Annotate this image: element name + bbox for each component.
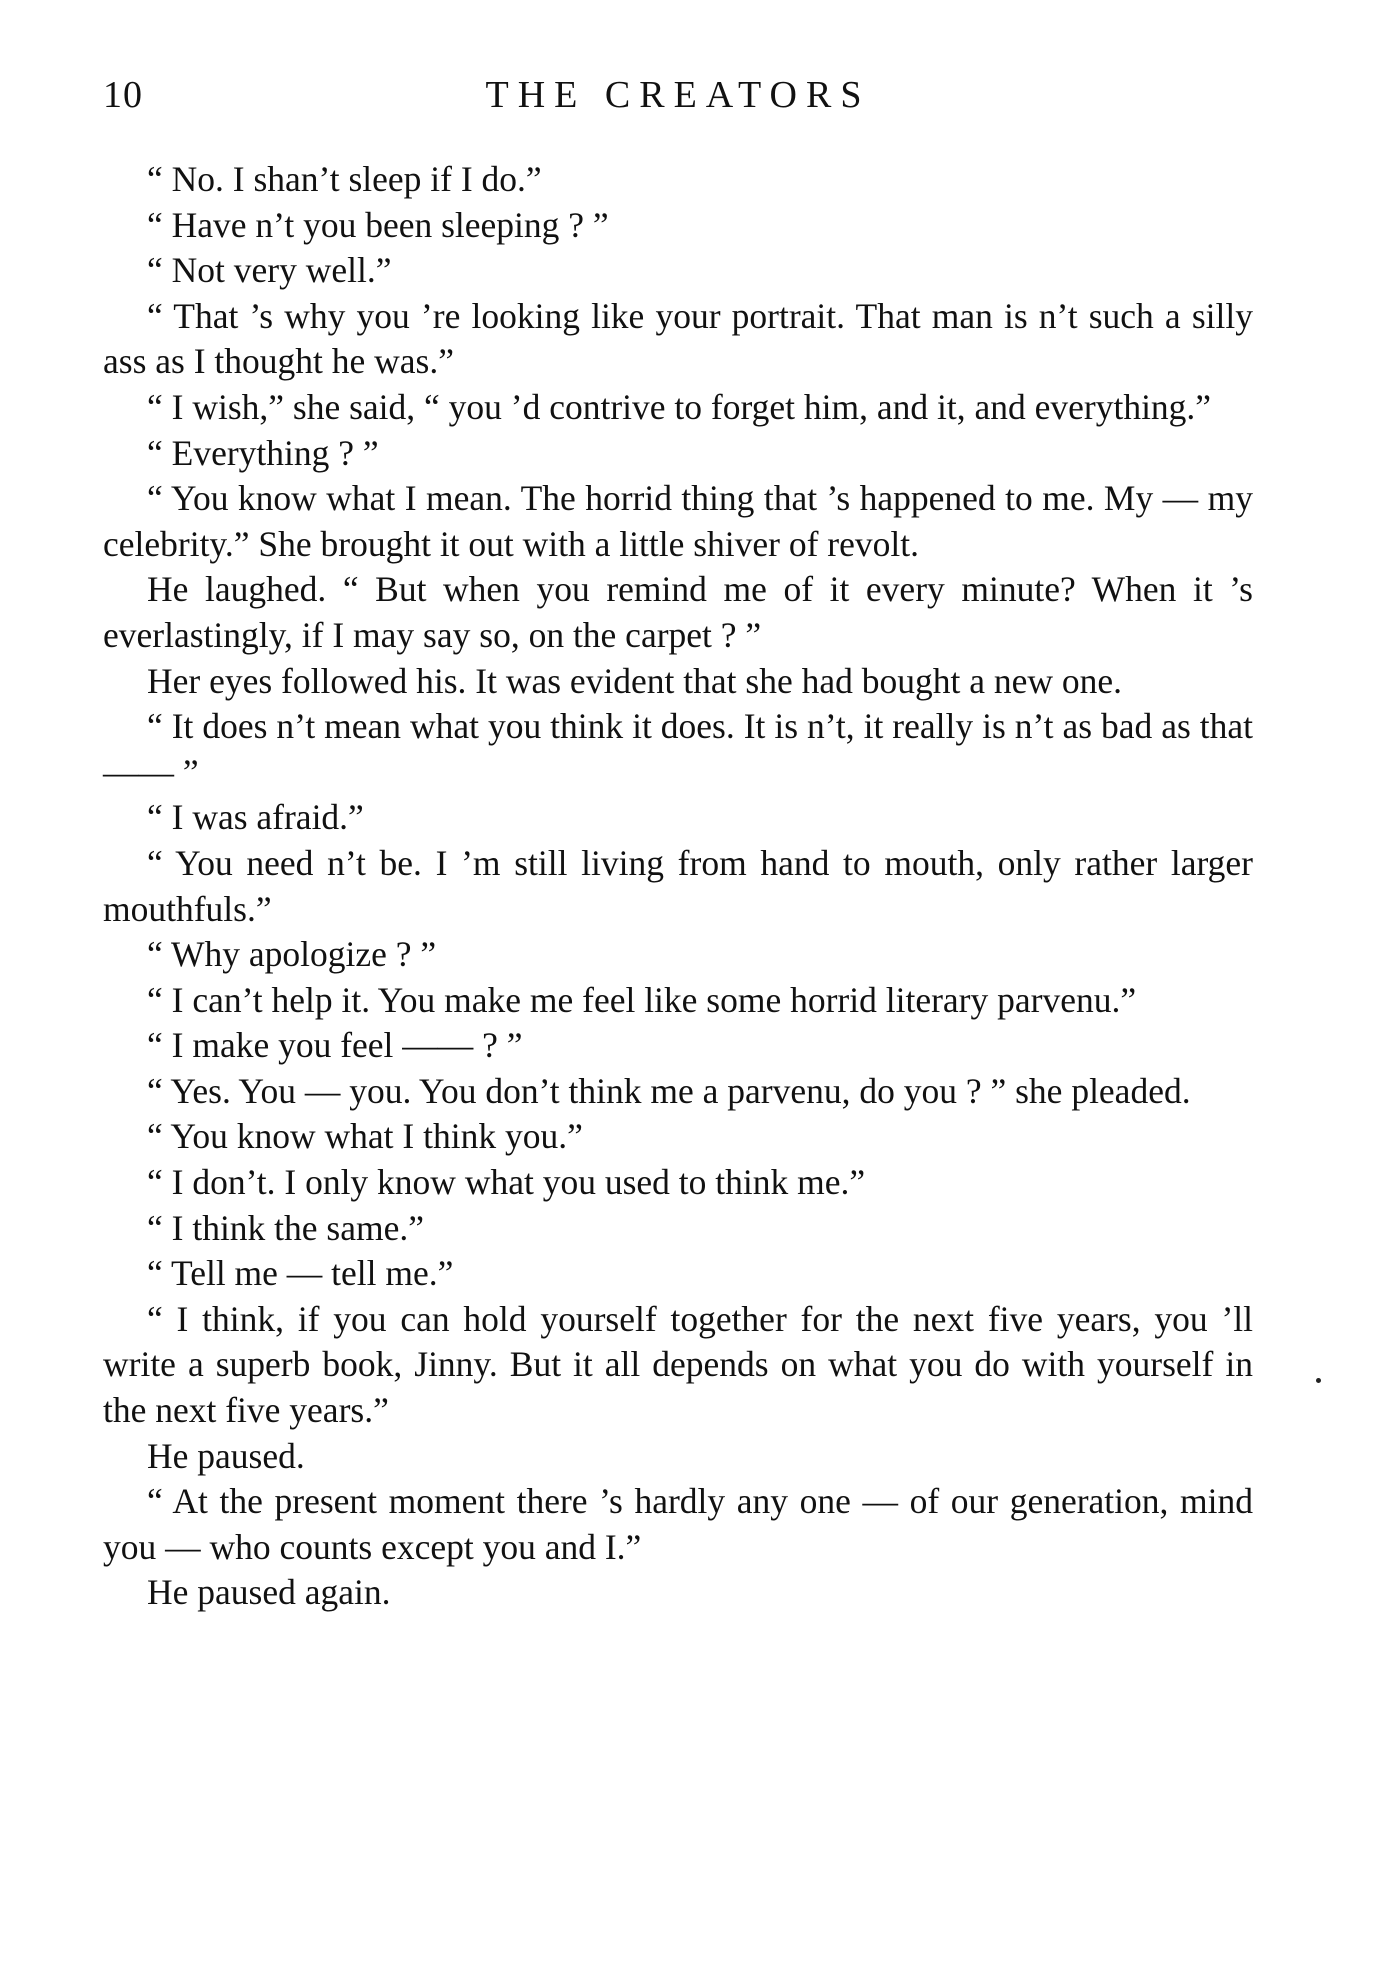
page-number: 10 (103, 74, 143, 116)
paragraph: “ I can’t help it. You make me feel like some horrid literary parvenu.” (147, 979, 1137, 1020)
paragraph: “ Have n’t you been sleeping ? ” (147, 204, 609, 245)
paragraph: “ Yes. You — you. You don’t think me a parvenu, do you ? ” she pleaded. (147, 1070, 1191, 1111)
paragraph: “ It does n’t mean what you think it does. It is n’t, it really is n’t as bad as that —— ” (103, 706, 1253, 792)
paragraph: “ At the present moment there ’s hardly any one — of our generation, mind you — who counts except you and I.” (103, 1481, 1253, 1567)
paragraph: “ Tell me — tell me.” (147, 1253, 454, 1294)
paragraph: “ That ’s why you ’re looking like your portrait. That man is n’t such a silly ass as I thought he was.” (103, 295, 1253, 382)
paragraph: “ Everything ? ” (147, 432, 379, 473)
paragraph: He paused. (147, 1435, 305, 1476)
page-header (103, 70, 1253, 120)
running-head: THE CREATORS (485, 74, 871, 116)
paragraph: “ No. I shan’t sleep if I do.” (147, 159, 542, 199)
print-speck (1316, 1378, 1321, 1383)
paragraph: “ I was afraid.” (147, 797, 364, 838)
paragraph: He paused again. (147, 1572, 391, 1613)
paragraph: “ I don’t. I only know what you used to think me.” (147, 1162, 866, 1203)
paragraph: He laughed. “ But when you remind me of it every minute? When it ’s everlastingly, if I may say so, on the carpet ? ” (103, 569, 1253, 655)
paragraph: “ You know what I mean. The horrid thing that ’s happened to me. My — my celebrity.” She brought it out with a little shiver of revolt. (103, 478, 1253, 564)
paragraph: “ Why apologize ? ” (147, 934, 437, 975)
body-text (103, 157, 1253, 1616)
paragraph: “ I think the same.” (147, 1207, 424, 1248)
paragraph: “ You need n’t be. I ’m still living from hand to mouth, only rather larger mouthfuls.” (103, 842, 1253, 929)
paragraph: “ I wish,” she said, “ you ’d contrive to forget him, and it, and everything.” (147, 386, 1212, 427)
paragraph: “ I make you feel —— ? ” (147, 1025, 523, 1066)
paragraph: “ You know what I think you.” (147, 1116, 583, 1157)
paragraph: “ I think, if you can hold yourself together for the next five years, you ’ll write a superb book, Jinny. But it all depends on what you do with yourself in the next five years.” (103, 1298, 1253, 1431)
paragraph: “ Not very well.” (147, 250, 392, 291)
paragraph: Her eyes followed his. It was evident that she had bought a new one. (147, 660, 1123, 701)
